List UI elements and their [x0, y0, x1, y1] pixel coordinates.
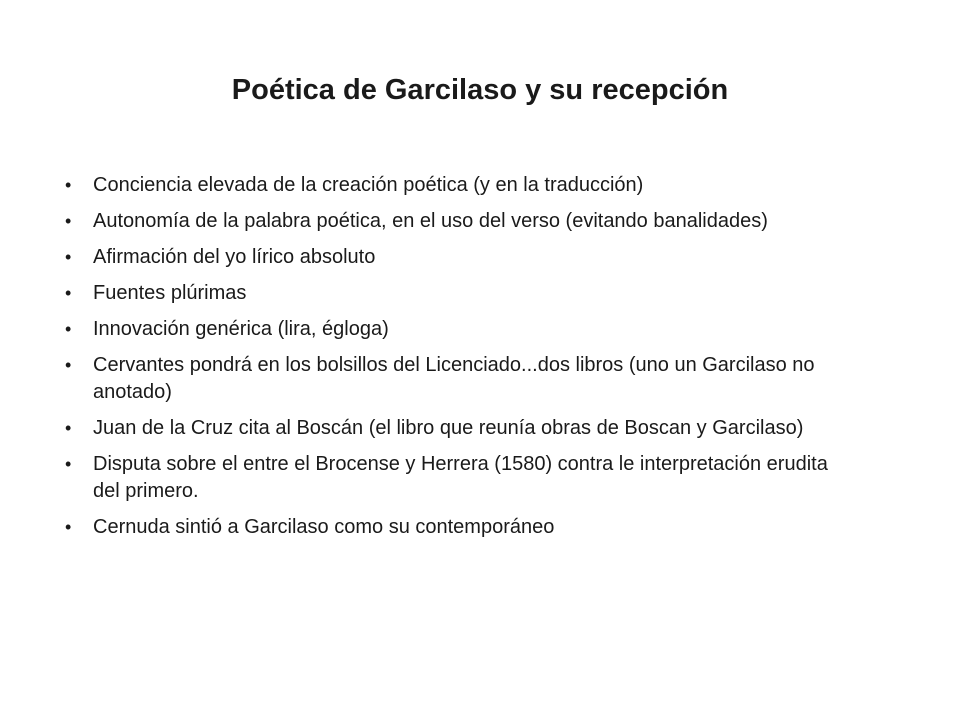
bullet-item [65, 514, 855, 541]
bullet-icon: • [65, 418, 72, 438]
bullet-text: Disputa sobre el entre el Brocense y Herrera (1580) contra le interpretación erudita del primero. [93, 453, 828, 502]
bullet-icon: • [65, 175, 72, 195]
bullet-text: Afirmación del yo lírico absoluto [93, 246, 376, 268]
bullet-text: Cervantes pondrá en los bolsillos del Licenciado...dos libros (uno un Garcilaso no anotado) [93, 354, 815, 403]
bullet-item [65, 352, 855, 406]
bullet-icon: • [65, 211, 72, 231]
bullet-text: Fuentes plúrimas [93, 282, 247, 304]
bullet-text: Cernuda sintió a Garcilaso como su contemporáneo [93, 516, 555, 538]
bullet-item [65, 415, 855, 442]
bullet-item [65, 316, 855, 343]
bullet-icon: • [65, 283, 72, 303]
bullet-item [65, 244, 855, 271]
bullet-text: Juan de la Cruz cita al Boscán (el libro que reunía obras de Boscan y Garcilaso) [93, 417, 804, 439]
bullet-text: Conciencia elevada de la creación poética (y en la traducción) [93, 174, 644, 196]
bullet-item [65, 172, 855, 199]
bullet-item [65, 280, 855, 307]
bullet-text: Innovación genérica (lira, égloga) [93, 318, 389, 340]
bullet-icon: • [65, 247, 72, 267]
bullet-item [65, 208, 855, 235]
bullet-icon: • [65, 355, 72, 375]
bullet-icon: • [65, 319, 72, 339]
bullet-text: Autonomía de la palabra poética, en el uso del verso (evitando banalidades) [93, 210, 768, 232]
bullet-item [65, 451, 855, 505]
bullet-icon: • [65, 517, 72, 537]
slide-content [65, 172, 855, 550]
slide-title: Poética de Garcilaso y su recepción [231, 74, 729, 106]
bullet-icon: • [65, 454, 72, 474]
bullet-list [65, 172, 855, 541]
